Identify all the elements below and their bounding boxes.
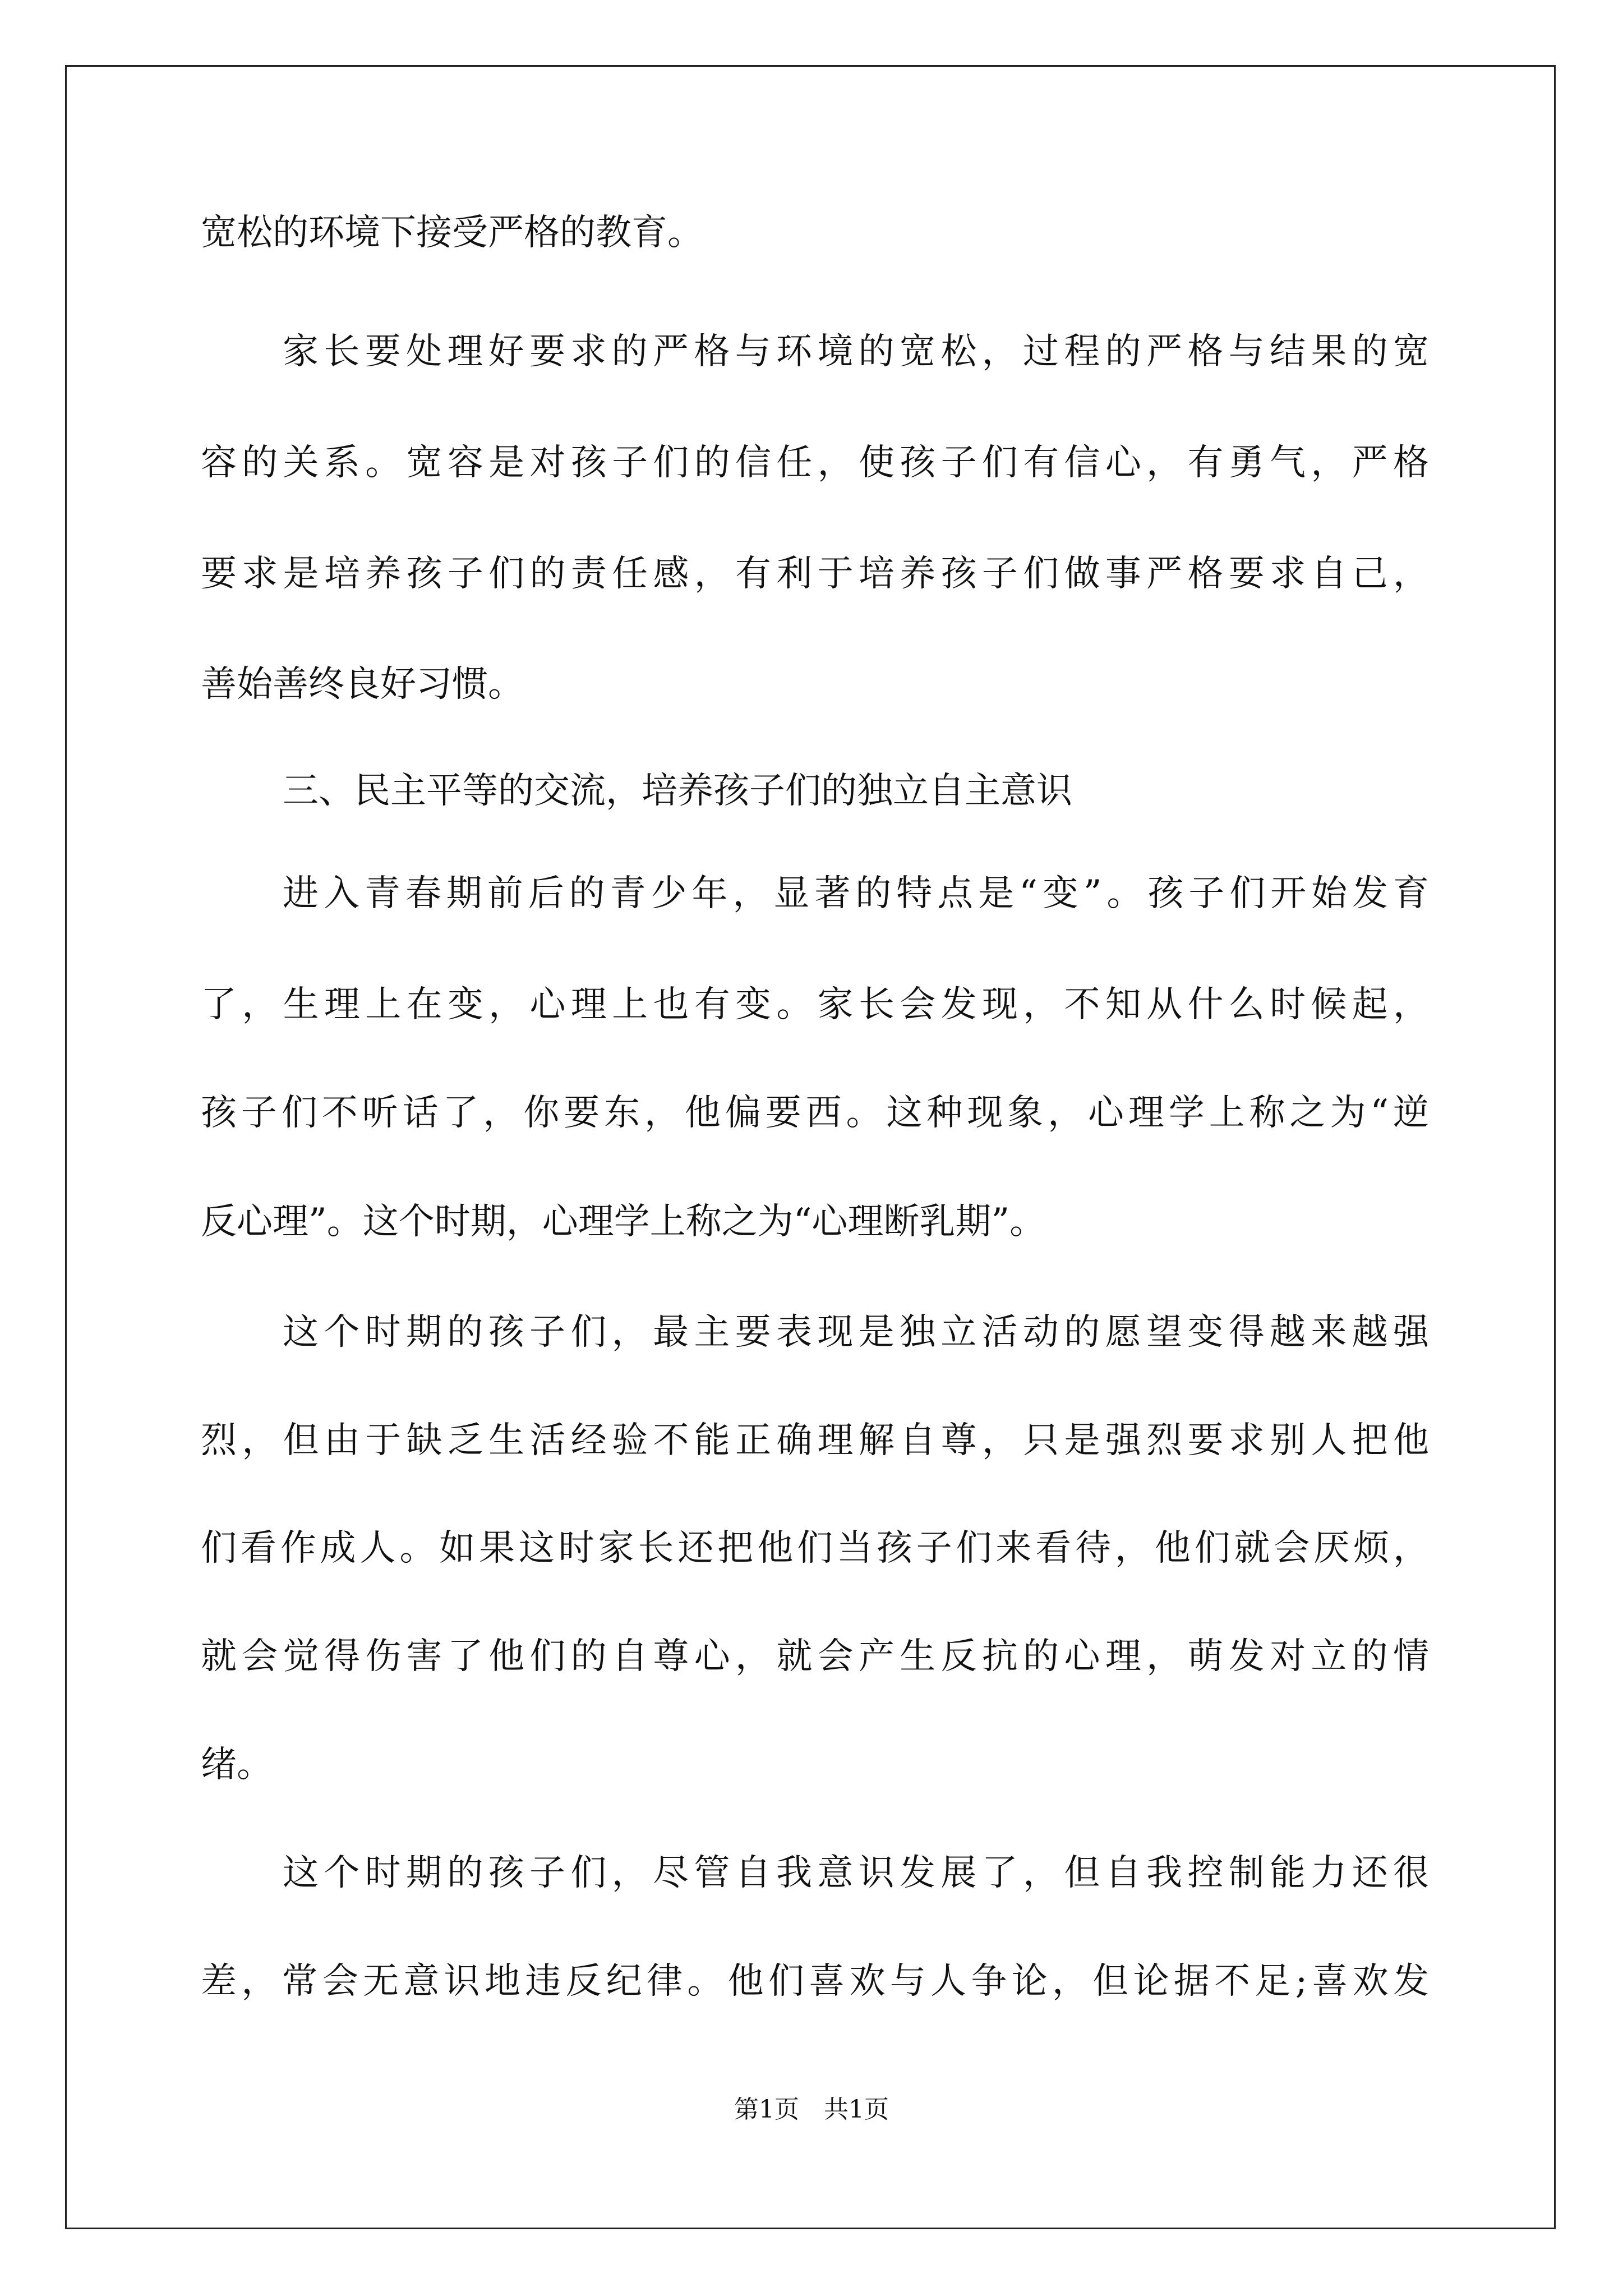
text-line: 这个时期的孩子们，尽管自我意识发展了，但自我控制能力还很 [283,1852,1429,1894]
text-line: 差，常会无意识地违反纪律。他们喜欢与人争论，但论据不足;喜欢发 [201,1961,1429,2002]
text-line: 要求是培养孩子们的责任感，有利于培养孩子们做事严格要求自己， [201,553,1429,595]
text-line: 善始善终良好习惯。 [201,664,524,705]
text-line: 们看作成人。如果这时家长还把他们当孩子们来看待，他们就会厌烦， [201,1527,1429,1569]
text-line: 容的关系。宽容是对孩子们的信任，使孩子们有信心，有勇气，严格 [201,442,1429,484]
page-footer: 第1页 共1页 [734,2095,889,2124]
text-line: 孩子们不听话了，你要东，他偏要西。这种现象，心理学上称之为“逆 [201,1092,1429,1134]
text-line: 家长要处理好要求的严格与环境的宽松，过程的严格与结果的宽 [283,331,1429,372]
page-border [65,65,1556,2229]
section-heading: 三、民主平等的交流，培养孩子们的独立自主意识 [283,770,1072,812]
text-line: 反心理”。这个时期，心理学上称之为“心理断乳期”。 [201,1201,1046,1243]
text-line: 宽松的环境下接受严格的教育。 [201,212,703,254]
text-line: 绪。 [201,1744,273,1786]
text-line: 烈，但由于缺乏生活经验不能正确理解自尊，只是强烈要求别人把他 [201,1420,1429,1461]
text-line: 进入青春期前后的青少年，显著的特点是“变”。孩子们开始发育 [283,873,1429,914]
text-line: 这个时期的孩子们，最主要表现是独立活动的愿望变得越来越强 [283,1312,1429,1353]
text-line: 了，生理上在变，心理上也有变。家长会发现，不知从什么时候起， [201,984,1429,1025]
text-line: 就会觉得伤害了他们的自尊心，就会产生反抗的心理，萌发对立的情 [201,1636,1429,1677]
